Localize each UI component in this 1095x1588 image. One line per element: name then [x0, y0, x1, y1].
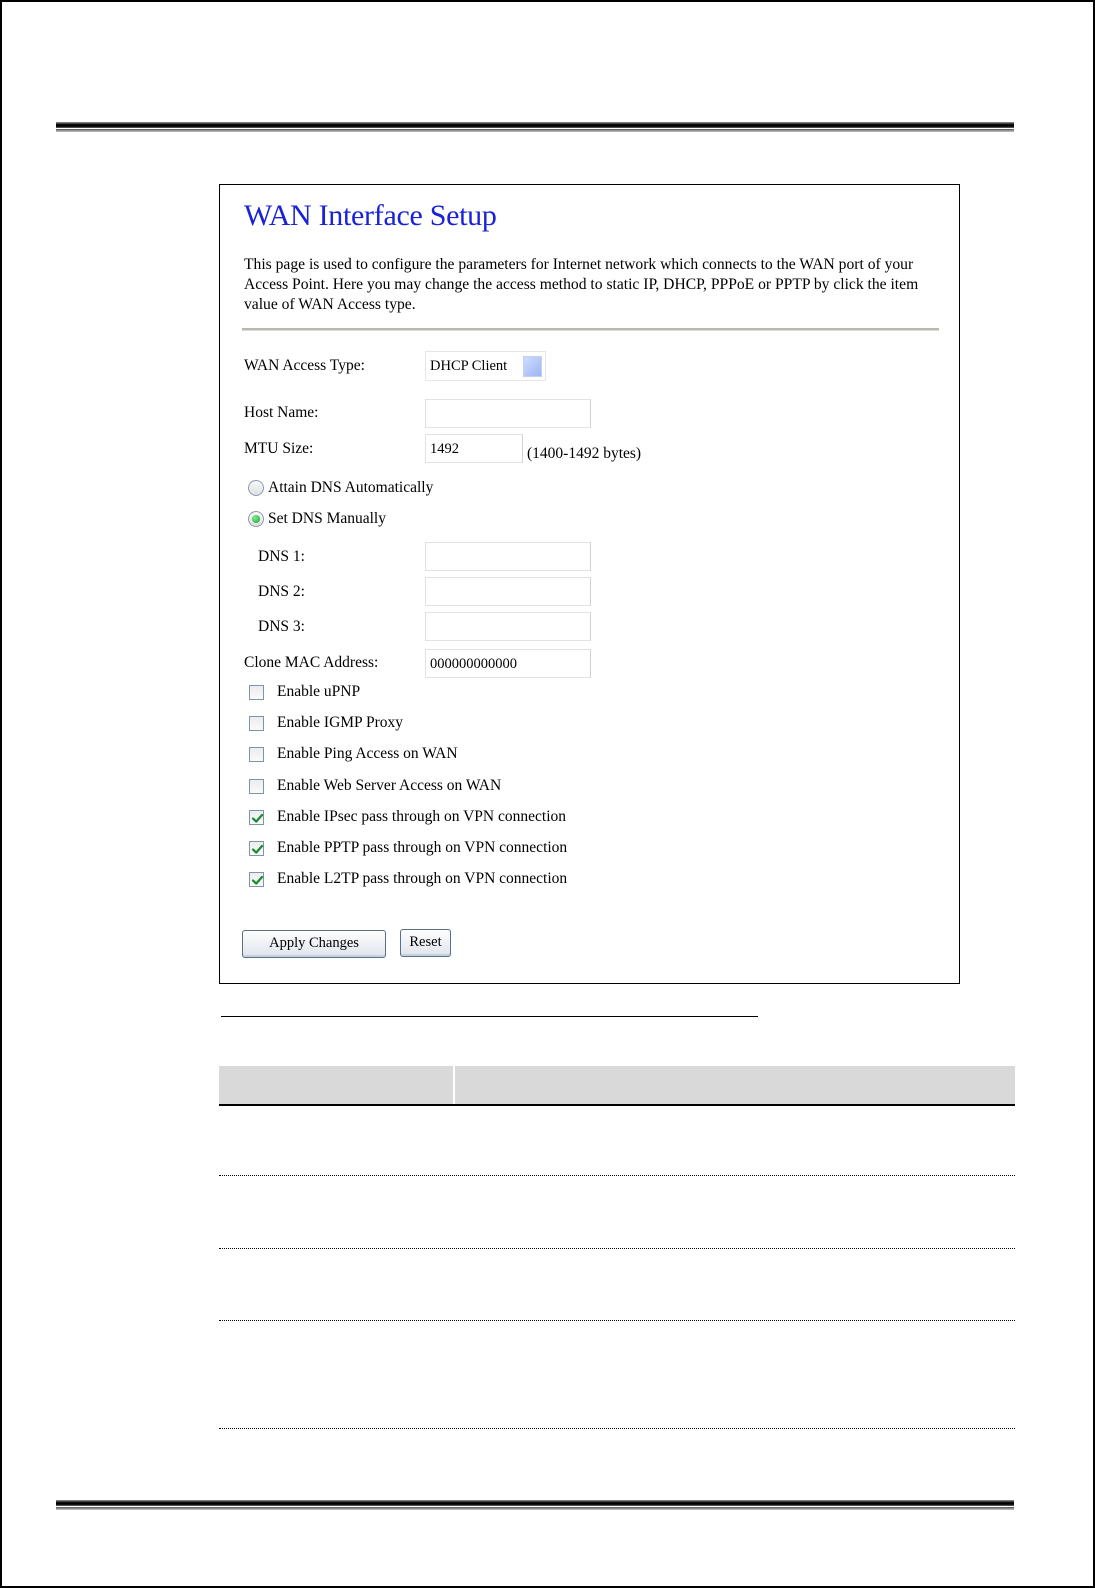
header-rule	[56, 122, 1014, 132]
option-checkbox[interactable]	[249, 872, 264, 887]
option-checkbox[interactable]	[249, 841, 264, 856]
mtu-size-label: MTU Size:	[244, 440, 314, 457]
option-label[interactable]: Enable Ping Access on WAN	[277, 745, 458, 762]
dns2-label: DNS 2:	[258, 583, 305, 600]
option-label[interactable]: Enable PPTP pass through on VPN connection	[277, 839, 568, 856]
wan-access-type-label: WAN Access Type:	[244, 357, 365, 374]
caption-underline	[221, 1016, 758, 1017]
option-checkbox[interactable]	[249, 747, 264, 762]
dns3-label: DNS 3:	[258, 618, 305, 635]
option-label[interactable]: Enable L2TP pass through on VPN connection	[277, 870, 568, 887]
option-label[interactable]: Enable Web Server Access on WAN	[277, 777, 502, 794]
wan-access-type-select[interactable]	[425, 351, 546, 381]
check-mark-icon	[251, 874, 264, 887]
table-row	[219, 1176, 1015, 1249]
table-header-cell	[455, 1066, 1015, 1104]
host-name-input[interactable]	[425, 399, 591, 428]
option-label[interactable]: Enable uPNP	[277, 683, 361, 700]
page-description: This page is used to configure the parameters for Internet network which connects to the WAN port of your Access Point. Here you may change the access method to static IP, DHCP, PPPoE or PPTP by click the item value of WAN Access type.	[244, 256, 919, 313]
option-checkbox[interactable]	[249, 779, 264, 794]
mtu-size-input[interactable]: 1492	[425, 434, 523, 463]
dns1-input[interactable]	[425, 542, 591, 571]
clone-mac-label: Clone MAC Address:	[244, 654, 379, 671]
title-separator	[242, 328, 939, 331]
dropdown-arrow-icon[interactable]	[523, 356, 542, 377]
dns3-input[interactable]	[425, 612, 591, 641]
check-mark-icon	[251, 843, 264, 856]
host-name-label: Host Name:	[244, 404, 319, 421]
reset-button[interactable]: Reset	[400, 929, 451, 957]
dns2-input[interactable]	[425, 577, 591, 606]
table-header-cell	[219, 1066, 455, 1104]
mtu-size-unit: (1400-1492 bytes)	[527, 445, 642, 462]
dns-auto-radio[interactable]	[248, 480, 264, 496]
option-checkbox[interactable]	[249, 685, 264, 700]
dns-manual-radio[interactable]	[248, 511, 264, 527]
dns-manual-label[interactable]: Set DNS Manually	[268, 510, 386, 527]
page-title: WAN Interface Setup	[244, 199, 497, 232]
option-label[interactable]: Enable IPsec pass through on VPN connection	[277, 808, 566, 825]
wan-access-type-value: DHCP Client	[430, 358, 508, 374]
clone-mac-input[interactable]: 000000000000	[425, 649, 591, 678]
table-row	[219, 1249, 1015, 1321]
check-mark-icon	[251, 812, 264, 825]
option-checkbox[interactable]	[249, 716, 264, 731]
description-table	[219, 1066, 1015, 1429]
dns1-label: DNS 1:	[258, 548, 305, 565]
table-header	[219, 1066, 1015, 1104]
wan-setup-screenshot	[219, 184, 960, 984]
dns-auto-label[interactable]: Attain DNS Automatically	[268, 479, 434, 496]
table-row	[219, 1321, 1015, 1429]
table-row	[219, 1106, 1015, 1176]
option-checkbox[interactable]	[249, 810, 264, 825]
apply-changes-button[interactable]: Apply Changes	[242, 930, 386, 958]
option-label[interactable]: Enable IGMP Proxy	[277, 714, 403, 731]
footer-rule	[56, 1500, 1014, 1510]
